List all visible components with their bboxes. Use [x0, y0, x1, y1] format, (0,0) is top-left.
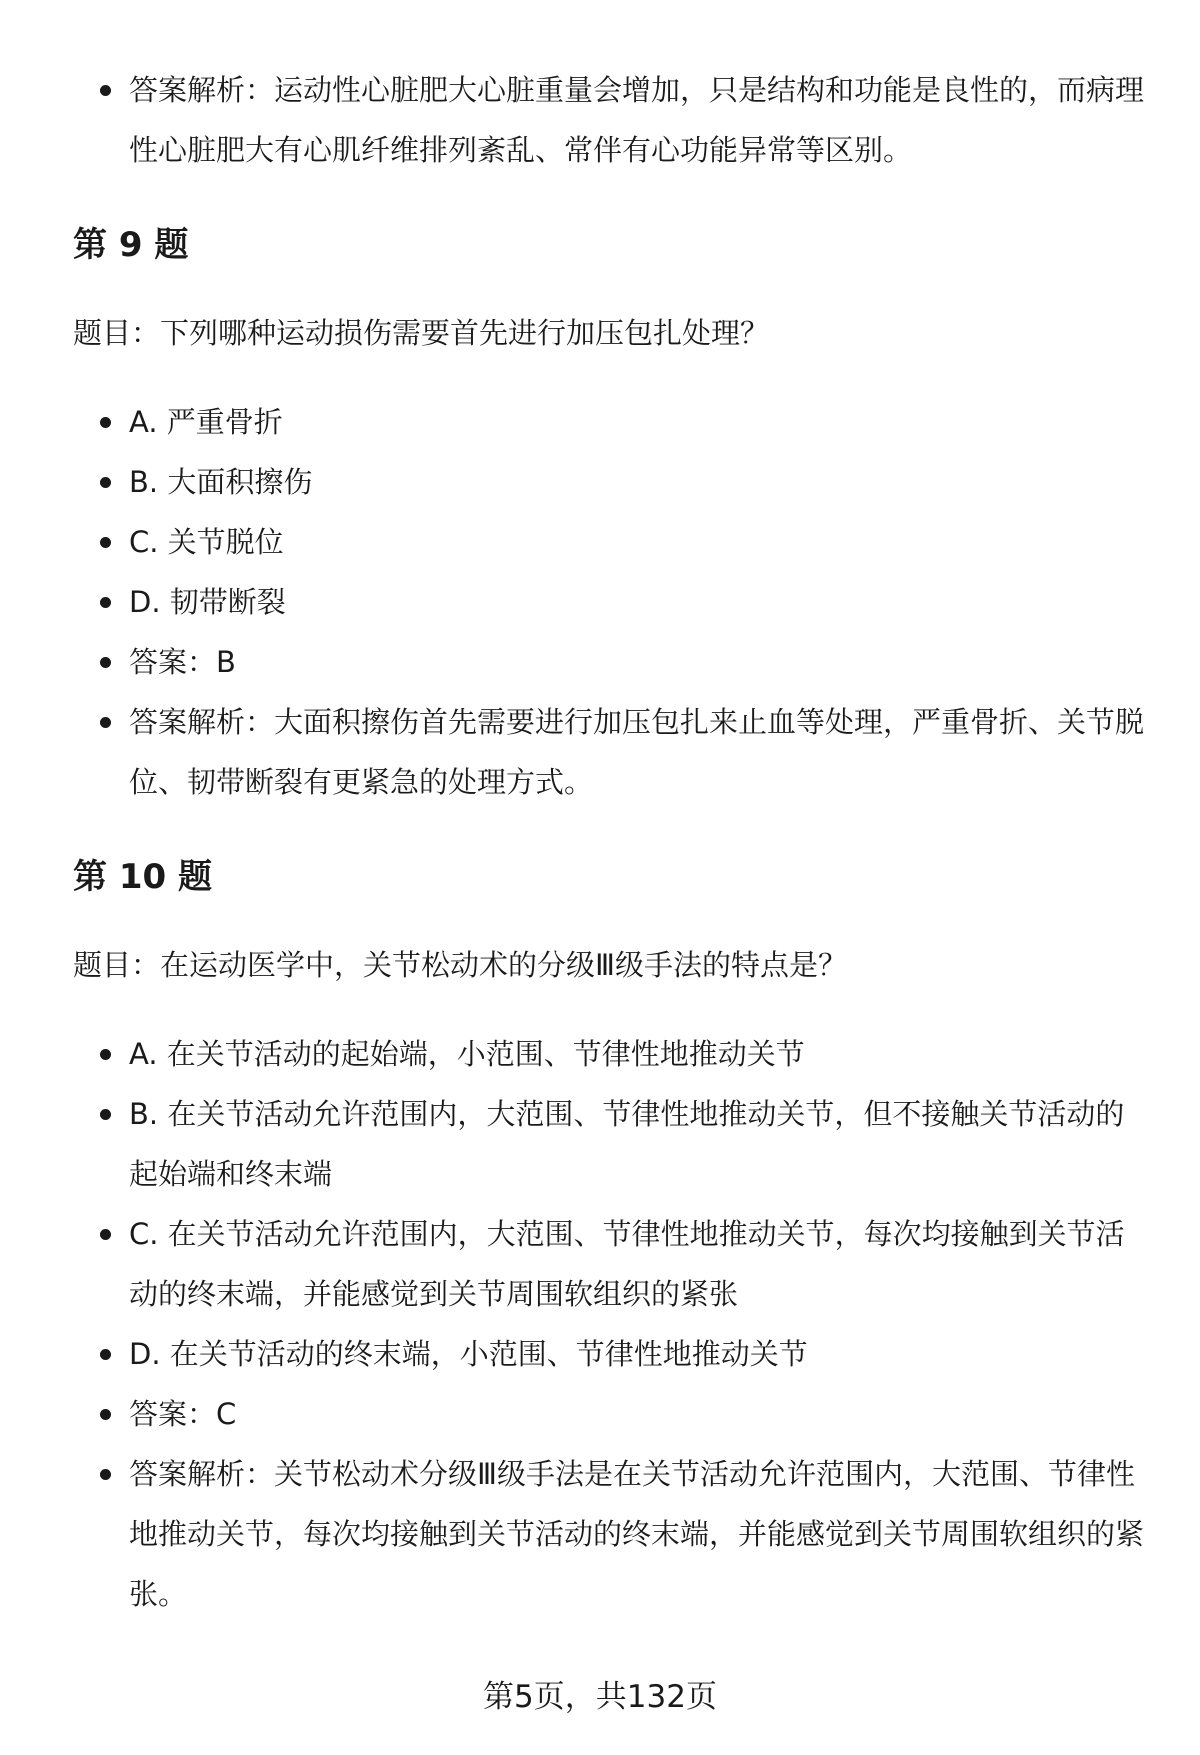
explanation-item: 答案解析：运动性心脏肥大心脏重量会增加，只是结构和功能是良性的，而病理性心脏肥大有心肌纤维排列紊乱、常伴有心功能异常等区别。 — [73, 60, 1148, 180]
question-10-text: 题目：在运动医学中，关节松动术的分级Ⅲ级手法的特点是？ — [73, 948, 847, 982]
question-9-heading: 第 9 题 — [73, 225, 189, 265]
option-d: D. 在关节活动的终末端，小范围、节律性地推动关节 — [73, 1324, 1148, 1384]
option-b: B. 大面积擦伤 — [73, 452, 1148, 512]
option-a: A. 在关节活动的起始端，小范围、节律性地推动关节 — [73, 1024, 1148, 1084]
answer-item: 答案：C — [73, 1384, 1148, 1444]
page-content — [73, 60, 1148, 1624]
option-a: A. 严重骨折 — [73, 392, 1148, 452]
question-10-heading: 第 10 题 — [73, 857, 212, 897]
question-9-options — [73, 392, 1148, 812]
option-c: C. 关节脱位 — [73, 512, 1148, 572]
answer-item: 答案：B — [73, 632, 1148, 692]
prev-question-tail — [73, 60, 1148, 180]
option-b: B. 在关节活动允许范围内，大范围、节律性地推动关节，但不接触关节活动的起始端和终末端 — [73, 1084, 1148, 1204]
explanation-item: 答案解析：关节松动术分级Ⅲ级手法是在关节活动允许范围内，大范围、节律性地推动关节，每次均接触到关节活动的终末端，并能感觉到关节周围软组织的紧张。 — [73, 1444, 1148, 1624]
option-c: C. 在关节活动允许范围内，大范围、节律性地推动关节，每次均接触到关节活动的终末端，并能感觉到关节周围软组织的紧张 — [73, 1204, 1148, 1324]
question-10-options — [73, 1024, 1148, 1624]
option-d: D. 韧带断裂 — [73, 572, 1148, 632]
explanation-item: 答案解析：大面积擦伤首先需要进行加压包扎来止血等处理，严重骨折、关节脱位、韧带断裂有更紧急的处理方式。 — [73, 692, 1148, 812]
page-number-footer: 第5页，共132页 — [483, 1679, 717, 1715]
question-9-text: 题目：下列哪种运动损伤需要首先进行加压包扎处理？ — [73, 316, 770, 350]
